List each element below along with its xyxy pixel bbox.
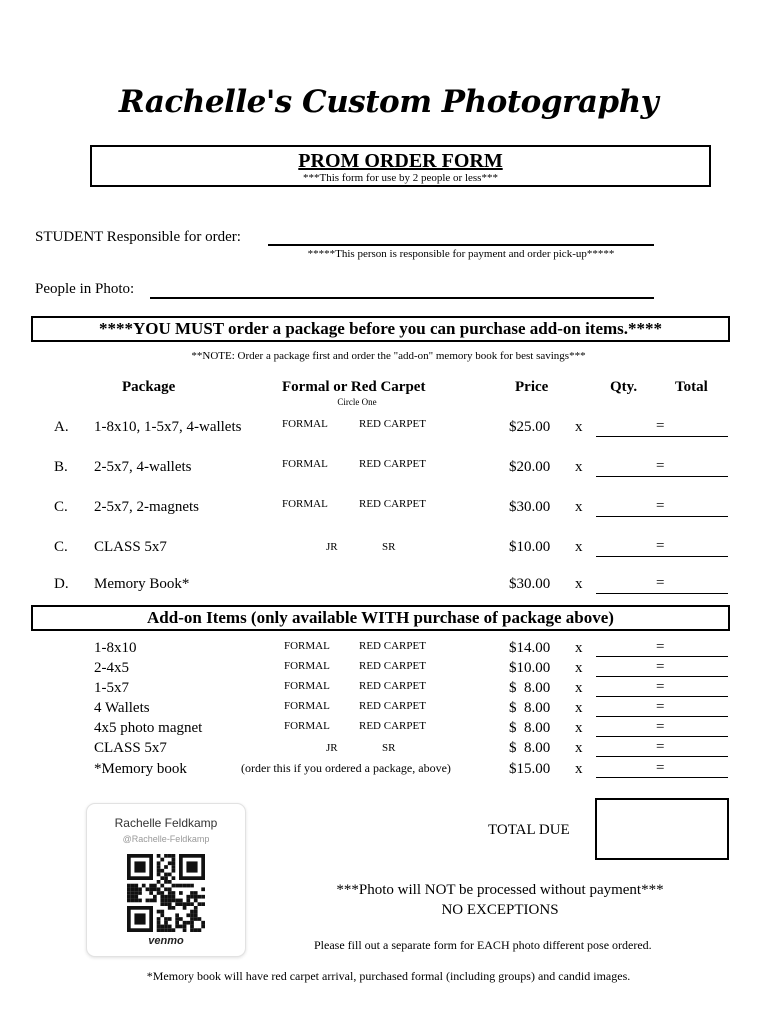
option-sr[interactable]: SR [382,742,396,754]
people-label: People in Photo: [35,281,135,297]
equals-sign: = [656,679,665,695]
total-due-label: TOTAL DUE [488,822,570,838]
venmo-name: Rachelle Feldkamp [114,816,218,830]
package-letter: C. [54,539,68,555]
option-sr[interactable]: SR [382,541,396,553]
addon-name: 4x5 photo magnet [94,720,203,736]
package-name: CLASS 5x7 [94,539,167,555]
equals-sign: = [656,538,665,554]
equals-sign: = [656,699,665,715]
brand-title: Rachelle's Custom Photography [118,84,659,120]
col-price: Price [515,379,549,395]
qty-total-field[interactable] [596,716,728,717]
option-red-carpet[interactable]: RED CARPET [359,700,426,712]
times-sign: x [575,660,583,676]
times-sign: x [575,576,583,592]
addon-name: 2-4x5 [94,660,129,676]
option-red-carpet[interactable]: RED CARPET [359,418,426,430]
times-sign: x [575,499,583,515]
qty-total-field[interactable] [596,476,728,477]
option-formal[interactable]: FORMAL [284,700,330,712]
option-red-carpet[interactable]: RED CARPET [359,640,426,652]
package-price: $25.00 [509,419,551,435]
package-price: $30.00 [509,499,551,515]
addon-banner: Add-on Items (only available WITH purchase of package above) [31,605,730,631]
col-total: Total [675,379,708,395]
package-name: 2-5x7, 2-magnets [94,499,199,515]
times-sign: x [575,680,583,696]
venmo-logo: venmo [148,935,184,947]
option-formal[interactable]: FORMAL [284,680,330,692]
package-letter: B. [54,459,68,475]
option-red-carpet[interactable]: RED CARPET [359,660,426,672]
addon-name: CLASS 5x7 [94,740,167,756]
option-red-carpet[interactable]: RED CARPET [359,720,426,732]
addon-price: $14.00 [509,640,551,656]
qty-total-field[interactable] [596,777,728,778]
times-sign: x [575,640,583,656]
option-formal[interactable]: FORMAL [282,418,328,430]
total-due-field[interactable] [595,798,729,860]
qty-total-field[interactable] [596,696,728,697]
package-price: $30.00 [509,576,551,592]
times-sign: x [575,700,583,716]
times-sign: x [575,459,583,475]
separate-form-note: Please fill out a separate form for EACH photo different pose ordered. [314,938,652,952]
equals-sign: = [656,739,665,755]
option-red-carpet[interactable]: RED CARPET [359,680,426,692]
qty-total-field[interactable] [596,756,728,757]
addon-price: $10.00 [509,660,551,676]
qty-total-field[interactable] [596,516,728,517]
venmo-card[interactable] [86,803,246,957]
times-sign: x [575,539,583,555]
package-name: 1-8x10, 1-5x7, 4-wallets [94,419,242,435]
addon-name: 1-5x7 [94,680,129,696]
addon-price: $ 8.00 [509,680,551,696]
equals-sign: = [656,498,665,514]
option-formal[interactable]: FORMAL [282,498,328,510]
payment-warning: ***Photo will NOT be processed without payment*** [336,882,664,898]
addon-name: 4 Wallets [94,700,150,716]
col-style: Formal or Red Carpet [282,379,426,395]
warning-note: **NOTE: Order a package first and order the "add-on" memory book for best savings*** [191,350,586,362]
option-red-carpet[interactable]: RED CARPET [359,498,426,510]
warning-banner: ****YOU MUST order a package before you can purchase add-on items.**** [31,316,730,342]
memory-book-note: (order this if you ordered a package, above) [241,761,451,775]
equals-sign: = [656,719,665,735]
no-exceptions: NO EXCEPTIONS [441,902,559,918]
equals-sign: = [656,659,665,675]
equals-sign: = [656,458,665,474]
col-qty: Qty. [610,379,638,395]
form-title-box [90,145,711,187]
addon-price: $ 8.00 [509,700,551,716]
student-label: STUDENT Responsible for order: [35,229,241,245]
option-jr[interactable]: JR [326,742,338,754]
equals-sign: = [656,575,665,591]
package-letter: C. [54,499,68,515]
times-sign: x [575,740,583,756]
package-letter: D. [54,576,69,592]
qty-total-field[interactable] [596,676,728,677]
times-sign: x [575,720,583,736]
package-price: $10.00 [509,539,551,555]
package-letter: A. [54,419,69,435]
addon-name: *Memory book [94,761,187,777]
option-formal[interactable]: FORMAL [282,458,328,470]
student-field[interactable] [268,244,654,246]
equals-sign: = [656,639,665,655]
col-circle-one: Circle One [337,397,377,407]
addon-price: $ 8.00 [509,740,551,756]
qty-total-field[interactable] [596,656,728,657]
qty-total-field[interactable] [596,593,728,594]
venmo-handle: @Rachelle-Feldkamp [122,834,210,844]
addon-price: $15.00 [509,761,551,777]
option-formal[interactable]: FORMAL [284,720,330,732]
package-price: $20.00 [509,459,551,475]
qr-code-icon[interactable] [127,854,205,932]
option-jr[interactable]: JR [326,541,338,553]
package-name: Memory Book* [94,576,190,592]
option-red-carpet[interactable]: RED CARPET [359,458,426,470]
addon-price: $ 8.00 [509,720,551,736]
form-title: PROM ORDER FORM [298,150,503,172]
memory-book-footnote: *Memory book will have red carpet arrival, purchased formal (including groups) and candid images. [146,969,631,983]
package-name: 2-5x7, 4-wallets [94,459,192,475]
form-subtitle: ***This form for use by 2 people or less*** [303,172,498,184]
qty-total-field[interactable] [596,736,728,737]
times-sign: x [575,761,583,777]
option-formal[interactable]: FORMAL [284,660,330,672]
addon-name: 1-8x10 [94,640,137,656]
option-formal[interactable]: FORMAL [284,640,330,652]
qty-total-field[interactable] [596,436,728,437]
equals-sign: = [656,418,665,434]
people-field[interactable] [150,297,654,299]
col-package: Package [122,379,176,395]
times-sign: x [575,419,583,435]
equals-sign: = [656,760,665,776]
student-note: *****This person is responsible for payment and order pick-up***** [307,248,615,260]
qty-total-field[interactable] [596,556,728,557]
